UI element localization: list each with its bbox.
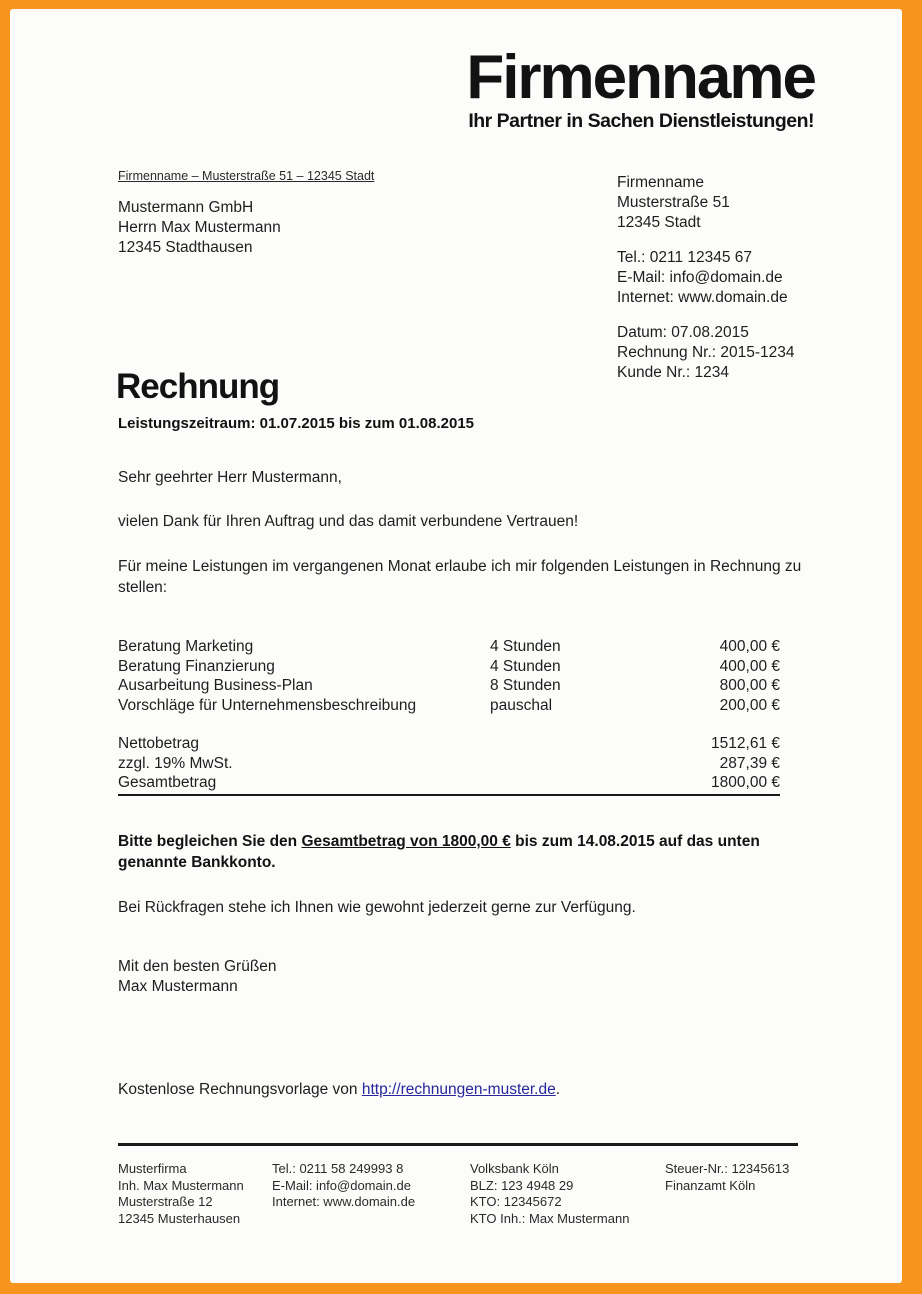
grand-total-row bbox=[118, 773, 780, 796]
footer-line: KTO Inh.: Max Mustermann bbox=[470, 1210, 630, 1226]
table-row bbox=[118, 676, 780, 696]
footer-divider bbox=[118, 1143, 798, 1146]
company-name: Firmenname bbox=[466, 43, 815, 112]
recipient-line: Herrn Max Mustermann bbox=[118, 219, 281, 236]
footer-line: Finanzamt Köln bbox=[665, 1177, 756, 1193]
net-total-row bbox=[118, 734, 780, 754]
footer-company-column bbox=[118, 1161, 244, 1227]
total-amount: 287,39 € bbox=[719, 754, 780, 772]
item-quantity: 8 Stunden bbox=[490, 677, 561, 694]
recipient-address bbox=[118, 198, 281, 258]
item-amount: 800,00 € bbox=[719, 677, 780, 694]
item-description: Ausarbeitung Business-Plan bbox=[118, 677, 313, 694]
company-tagline: Ihr Partner in Sachen Dienstleistungen! bbox=[468, 110, 814, 132]
footer-line: Internet: www.domain.de bbox=[272, 1194, 416, 1209]
letterhead bbox=[466, 43, 815, 133]
recipient-line: 12345 Stadthausen bbox=[118, 239, 253, 256]
payment-text: bis zum 14.08.2015 auf das unten genannte Bankkonto. bbox=[118, 833, 760, 871]
invoice-meta bbox=[617, 323, 795, 383]
signature-block bbox=[118, 957, 818, 997]
total-label: Gesamtbetrag bbox=[118, 774, 217, 791]
template-source-note bbox=[118, 1081, 560, 1099]
item-quantity: pauschal bbox=[490, 696, 553, 714]
item-quantity: 4 Stunden bbox=[490, 638, 561, 655]
item-amount: 400,00 € bbox=[719, 638, 780, 655]
page-title: Rechnung bbox=[116, 367, 280, 406]
payment-amount-highlight: Gesamtbetrag von 1800,00 € bbox=[301, 833, 511, 850]
item-amount: 400,00 € bbox=[719, 657, 780, 675]
recipient-line: Mustermann GmbH bbox=[118, 199, 254, 216]
invoice-date: Datum: 07.08.2015 bbox=[617, 324, 749, 341]
company-address bbox=[617, 173, 795, 233]
company-contact bbox=[617, 248, 795, 308]
company-info-block bbox=[617, 173, 795, 398]
footer-bank-column bbox=[470, 1161, 629, 1227]
template-source-link[interactable]: http://rechnungen-muster.de bbox=[361, 1081, 556, 1098]
line-items-table bbox=[118, 637, 780, 715]
item-description: Vorschläge für Unternehmensbeschreibung bbox=[118, 696, 417, 714]
vat-row bbox=[118, 754, 780, 774]
payment-instruction bbox=[118, 831, 818, 873]
footer-line: Volksbank Köln bbox=[470, 1161, 559, 1176]
service-period: Leistungszeitraum: 01.07.2015 bis zum 01.08.2015 bbox=[118, 415, 475, 432]
footer-line: E-Mail: info@domain.de bbox=[272, 1177, 411, 1193]
invoice-page bbox=[10, 9, 902, 1283]
sender-return-address: Firmenname – Musterstraße 51 – 12345 Stadt bbox=[118, 169, 375, 183]
invoice-number: Rechnung Nr.: 2015-1234 bbox=[617, 344, 795, 361]
info-line: Tel.: 0211 12345 67 bbox=[617, 249, 753, 266]
thanks-line: vielen Dank für Ihren Auftrag und das damit verbundene Vertrauen! bbox=[118, 513, 579, 530]
signature-name: Max Mustermann bbox=[118, 978, 238, 995]
table-row bbox=[118, 696, 780, 716]
item-amount: 200,00 € bbox=[719, 696, 780, 714]
customer-number: Kunde Nr.: 1234 bbox=[617, 364, 730, 381]
footer-line: Musterfirma bbox=[118, 1161, 187, 1176]
info-line: Internet: www.domain.de bbox=[617, 289, 788, 306]
footer-line: KTO: 12345672 bbox=[470, 1194, 562, 1209]
item-quantity: 4 Stunden bbox=[490, 657, 561, 675]
table-row bbox=[118, 637, 780, 657]
info-line: Musterstraße 51 bbox=[617, 194, 730, 211]
total-label: zzgl. 19% MwSt. bbox=[118, 754, 233, 772]
total-amount: 1800,00 € bbox=[711, 774, 780, 791]
total-amount: 1512,61 € bbox=[711, 735, 780, 752]
footer-line: BLZ: 123 4948 29 bbox=[470, 1177, 574, 1193]
footer-line: Tel.: 0211 58 249993 8 bbox=[272, 1161, 404, 1176]
footer-line: 12345 Musterhausen bbox=[118, 1210, 241, 1226]
source-note-text: . bbox=[555, 1081, 561, 1098]
intro-line: Für meine Leistungen im vergangenen Monat erlaube ich mir folgenden Leistungen in Rechnung zu stellen: bbox=[118, 558, 802, 596]
footer-contact-column bbox=[272, 1161, 415, 1211]
footer-line: Inh. Max Mustermann bbox=[118, 1177, 244, 1193]
footer-line: Musterstraße 12 bbox=[118, 1194, 213, 1209]
source-note-text: Kostenlose Rechnungsvorlage von bbox=[118, 1081, 362, 1098]
item-description: Beratung Marketing bbox=[118, 638, 254, 655]
closing-note: Bei Rückfragen stehe ich Ihnen wie gewohnt jederzeit gerne zur Verfügung. bbox=[118, 899, 636, 916]
item-description: Beratung Finanzierung bbox=[118, 657, 275, 675]
table-row bbox=[118, 657, 780, 677]
footer-tax-column bbox=[665, 1161, 789, 1194]
footer-line: Steuer-Nr.: 12345613 bbox=[665, 1161, 790, 1176]
info-line: 12345 Stadt bbox=[617, 214, 701, 231]
info-line: Firmenname bbox=[617, 174, 704, 191]
totals-table bbox=[118, 734, 780, 796]
payment-text: Bitte begleichen Sie den bbox=[118, 833, 302, 850]
info-line: E-Mail: info@domain.de bbox=[617, 269, 783, 286]
regards-line: Mit den besten Grüßen bbox=[118, 958, 277, 975]
salutation: Sehr geehrter Herr Mustermann, bbox=[118, 469, 342, 486]
total-label: Nettobetrag bbox=[118, 735, 199, 752]
